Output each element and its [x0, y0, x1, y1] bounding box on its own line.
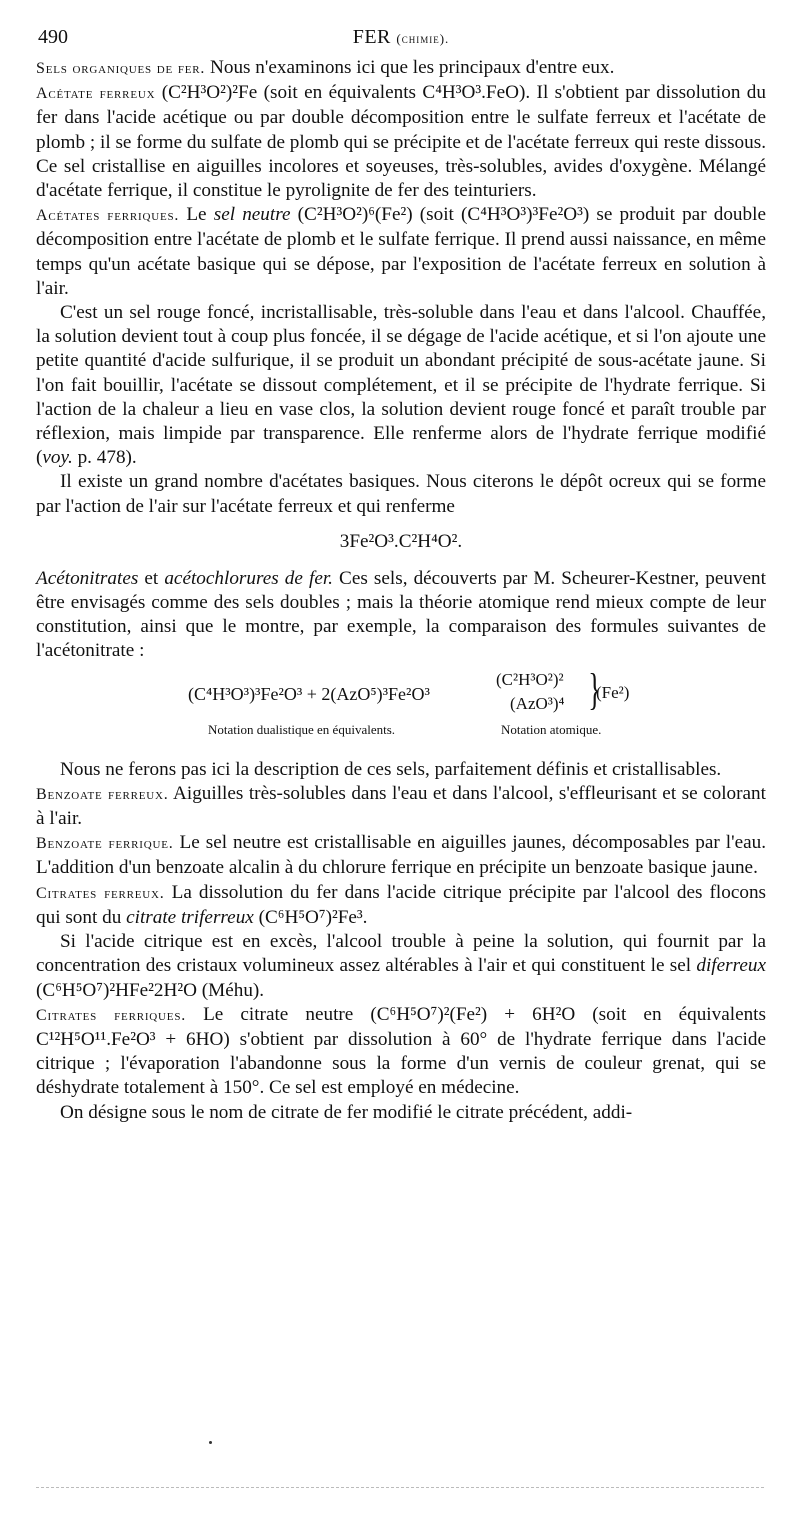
italic-term: citrate triferreux: [126, 906, 254, 928]
paragraph-benzoate-ferrique: [36, 831, 766, 880]
paragraph-citrates-ferriques: [36, 1003, 766, 1101]
section-heading: Acétates ferriques.: [36, 207, 180, 225]
brace-glyph: }: [588, 664, 601, 714]
italic-term: sel neutre: [213, 204, 291, 226]
section-heading: Citrates ferriques.: [36, 1006, 187, 1024]
caption-dualistic: Notation dualistique en équivalents.: [208, 721, 396, 737]
italic-term: diferreux: [696, 955, 766, 977]
paragraph-text: (C²H³O²)²Fe (soit en équivalents C⁴H³O³.FeO). Il s'obtient par dissolution du fer dans l'acide acétique ou par double décomposition entre le sulfate ferreux et l'acétate de plomb ; il se forme du sulfate de plomb qui se précipite et de l'acétate ferreux qui reste dissous. Ce sel cristallise en aiguilles incolores et soyeuses, très-solubles, avides d'oxygène. Mélangé d'acétate ferrique, il constitue le pyrolignite de fer des teinturiers.: [36, 82, 766, 202]
paragraph-sels-organiques: [36, 56, 766, 81]
section-heading: Citrates ferreux.: [36, 884, 165, 902]
paragraph-text: et: [138, 567, 165, 589]
formula-ocreux: 3Fe²O³.C²H⁴O².: [339, 530, 463, 552]
running-title-paren: (chimie).: [396, 31, 450, 46]
paragraph-acetonitrates: [36, 567, 766, 664]
paragraph-acetates-basiques: [36, 470, 766, 518]
paragraph-text: p. 478).: [72, 447, 137, 469]
paragraph-text: Le: [179, 204, 214, 226]
paragraph-text: Il existe un grand nombre d'acétates basiques. Nous citerons le dépôt ocreux qui se forme par l'action de l'air sur l'acétate ferreux et qui renferme: [36, 471, 766, 517]
paragraph-text: Le sel neutre est cristallisable en aiguilles jaunes, décomposables par l'eau. L'addition d'un benzoate alcalin à du chlorure ferrique en précipite un benzoate basique jaune.: [36, 832, 766, 879]
paragraph-text: (C⁶H⁵O⁷)²HFe²2H²O (Méhu).: [36, 979, 265, 1001]
paragraph-description: [36, 758, 766, 782]
formula-atomic-bottom: (AzO³)⁴: [510, 693, 565, 713]
italic-term: Acétonitrates: [36, 567, 139, 589]
formula-atomic: [496, 664, 666, 720]
italic-term: acétochlorures de fer.: [164, 567, 333, 589]
formula-atomic-fe: (Fe²): [596, 682, 630, 702]
section-heading: Acétate ferreux: [36, 85, 156, 103]
formula-dualistic: (C⁴H³O³)³Fe²O³ + 2(AzO⁵)³Fe²O³: [188, 683, 430, 704]
paragraph-text: Nous ne ferons pas ici la description de ces sels, parfaitement définis et cristallisables.: [60, 758, 722, 780]
running-header: [36, 26, 766, 56]
paragraph-text: (C²H³O²)⁶(Fe²) (soit (C⁴H³O³)³Fe²O³) se produit par double décomposition entre l'acétate de plomb et le sulfate ferrique. Il prend aussi naissance, en même temps qu'un acétate basique qui se dépose, par l'exposition de l'acétate ferreux en solution à l'air.: [36, 204, 766, 299]
scan-artifact-line: [36, 1487, 764, 1488]
page-number: 490: [38, 26, 68, 48]
paragraph-text: Nous n'examinons ici que les principaux d'entre eux.: [205, 57, 615, 78]
formula-atomic-top: (C²H³O²)²: [496, 669, 564, 689]
paragraph-text: C'est un sel rouge foncé, incristallisable, très-soluble dans l'eau et dans l'alcool. Chauffée, la solution devient tout à coup plus foncée, il se dégage de l'acide acétique, et si l'on ajoute une petite quantité d'acide sulfurique, il se produit un abondant précipité de sous-acétate jaune. Si l'on fait bouillir, l'acétate se dissout complétement, et il se précipite de l'hydrate ferrique. Si l'action de la chaleur a lieu en vase clos, la solution devient rouge foncé et paraît trouble par réflexion, mais limpide par transparence. Elle renferme alors de l'hydrate ferrique modifié (: [36, 302, 766, 469]
paragraph-acetates-ferriques: [36, 203, 766, 301]
section-heading: Benzoate ferreux.: [36, 785, 169, 803]
section-heading: Sels organiques de fer.: [36, 60, 206, 77]
speck-mark: [209, 1441, 212, 1444]
paragraph-citrates-ferreux: [36, 881, 766, 930]
paragraph-text: La dissolution du fer dans l'acide citrique précipite par l'alcool des flocons qui sont du: [36, 881, 766, 928]
paragraph-text: Ces sels, découverts par M. Scheurer-Kestner, peuvent être envisagés comme des sels doubles ; mais la théorie atomique rend mieux compte de leur constitution, ainsi que le montre, par exemple, la comparaison des formules suivantes de l'acétonitrate :: [36, 567, 766, 662]
paragraph-diferreux: [36, 930, 766, 1003]
paragraph-text: Aiguilles très-solubles dans l'eau et dans l'alcool, s'efflеurisant et se colorant à l'air.: [36, 782, 766, 830]
running-title-main: FER: [352, 26, 391, 48]
formula-comparison: [36, 664, 766, 748]
paragraph-text: Si l'acide citrique est en excès, l'alcool trouble à peine la solution, qui fournit par la concentration des cristaux volumineux assez altérables à l'air et qui constituent le sel: [36, 931, 766, 977]
paragraph-text: Le citrate neutre (C⁶H⁵O⁷)²(Fe²) + 6H²O (soit en équivalents C¹²H⁵O¹¹.Fe²O³ + 6HO) s'obtient par dissolution à 60° de l'hydrate ferrique dans l'acide citrique ; l'évaporation l'abandonne sous la forme d'un vernis de couleur grenat, qui se déshydrate totalement à 150°. Ce sel est employé en médecine.: [36, 1003, 766, 1099]
paragraph-text: (C⁶H⁵O⁷)²Fe³.: [253, 906, 368, 928]
page-content: [36, 26, 766, 1125]
section-heading: Benzoate ferrique.: [36, 835, 174, 853]
running-title: [36, 26, 766, 49]
paragraph-sel-rouge: [36, 301, 766, 470]
paragraph-text: On désigne sous le nom de citrate de fer modifié le citrate précédent, addi-: [60, 1101, 633, 1123]
italic-term: voy.: [42, 447, 73, 469]
paragraph-benzoate-ferreux: [36, 782, 766, 831]
paragraph-citrate-modifie: [36, 1101, 766, 1125]
paragraph-acetate-ferreux: [36, 81, 766, 203]
caption-atomic: Notation atomique.: [501, 721, 602, 737]
